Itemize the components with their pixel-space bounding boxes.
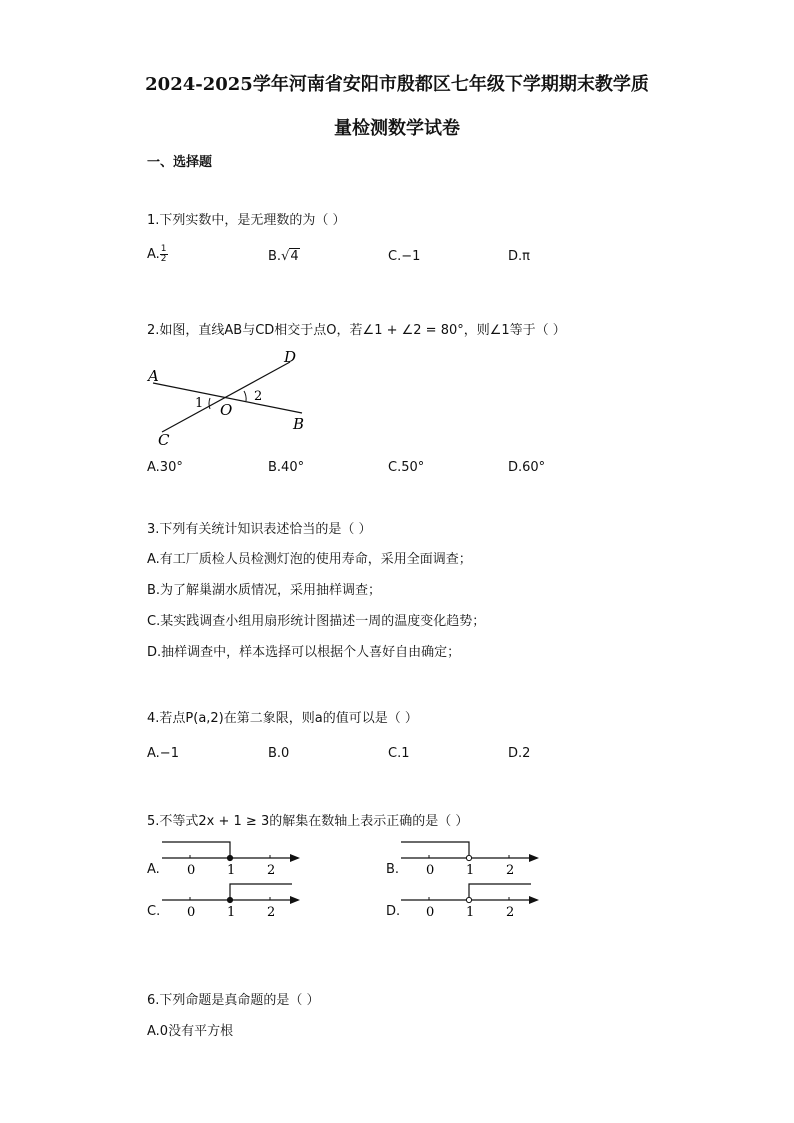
sqrt-symbol: √ [281,249,290,264]
q2-option-d: D.60° [508,460,546,475]
q3-stem: 3.下列有关统计知识表述恰当的是（ ） [147,522,372,537]
q5-option-c-label: C. [147,904,161,919]
solid-point-icon [227,855,232,860]
q5-option-a-number-line [160,838,310,880]
solid-point-icon [227,897,232,902]
tick-label-2: 2 [506,863,515,878]
angle1-arc [209,398,210,409]
q1-stem: 1.下列实数中，是无理数的为（ ） [147,213,346,228]
tick-label-1: 1 [466,905,475,920]
axis-arrow-icon [529,896,539,904]
q4-option-d: D.2 [508,746,531,761]
fraction-numerator: 1 [160,244,167,254]
q5-option-b-label: B. [386,862,400,877]
point-a-label: A [148,367,159,385]
q4-option-c: C.1 [388,746,410,761]
axis-arrow-icon [529,854,539,862]
q2-intersecting-lines-figure [140,345,320,450]
tick-label-0: 0 [187,905,196,920]
axis-arrow-icon [290,854,300,862]
solution-bracket [401,842,469,858]
q1-option-c: C.−1 [388,249,421,264]
tick-label-2: 2 [267,905,276,920]
angle1-label: 1 [195,396,204,411]
fraction-denominator: 2 [160,254,167,264]
q3-option-a: A.有工厂质检人员检测灯泡的使用寿命，采用全面调查； [147,552,472,567]
q1-option-a-fraction [160,245,168,264]
sqrt-radicand: 4 [290,249,299,264]
q3-option-d: D.抽样调查中，样本选择可以根据个人喜好自由确定； [147,645,461,660]
q6-option-a: A.0没有平方根 [147,1024,234,1039]
q1-option-d: D.π [508,249,530,264]
tick-label-1: 1 [227,905,236,920]
q5-option-c-number-line [160,880,310,922]
q5-option-a-label: A. [147,862,160,877]
q2-option-a: A.30° [147,460,183,475]
q4-option-a: A.−1 [147,746,179,761]
q6-stem: 6.下列命题是真命题的是（ ） [147,993,320,1008]
tick-label-2: 2 [506,905,515,920]
tick-label-0: 0 [426,905,435,920]
q2-option-c: C.50° [388,460,425,475]
q1-option-b [268,249,300,264]
q3-option-c: C.某实践调查小组用扇形统计图描述一周的温度变化趋势； [147,614,486,629]
tick-label-0: 0 [187,863,196,878]
point-b-label: B [293,415,305,433]
tick-label-2: 2 [267,863,276,878]
exam-title-line2: 量检测数学试卷 [334,118,460,139]
solution-bracket [230,884,292,900]
tick-label-1: 1 [466,863,475,878]
hollow-point-icon [466,897,471,902]
q5-option-b-number-line [399,838,549,880]
q2-option-b: B.40° [268,460,305,475]
q1-option-a [147,245,168,264]
exam-title-line1: 2024-2025学年河南省安阳市殷都区七年级下学期期末教学质 [145,74,649,95]
axis-arrow-icon [290,896,300,904]
q2-stem: 2.如图，直线AB与CD相交于点O，若∠1 + ∠2 = 80°，则∠1等于（ ） [147,323,566,338]
q4-option-b: B.0 [268,746,290,761]
sqrt-sign [281,249,300,264]
q3-option-b: B.为了解巢湖水质情况，采用抽样调查； [147,583,382,598]
solution-bracket [162,842,230,858]
q5-option-d-label: D. [386,904,401,919]
tick-label-0: 0 [426,863,435,878]
q1-option-b-label: B. [268,249,282,264]
q5-option-d-number-line [399,880,549,922]
hollow-point-icon [466,855,471,860]
q1-option-a-label: A. [147,247,160,262]
q4-stem: 4.若点P(a,2)在第二象限，则a的值可以是（ ） [147,711,418,726]
q5-stem: 5.不等式2x + 1 ≥ 3的解集在数轴上表示正确的是（ ） [147,814,469,829]
point-o-label: O [220,401,233,419]
point-c-label: C [158,431,170,449]
line-cd [162,362,290,432]
solution-bracket [469,884,531,900]
angle2-arc [244,391,246,401]
tick-label-1: 1 [227,863,236,878]
angle2-label: 2 [254,389,263,404]
section-heading-choice: 一、选择题 [147,155,213,170]
point-d-label: D [284,348,297,366]
